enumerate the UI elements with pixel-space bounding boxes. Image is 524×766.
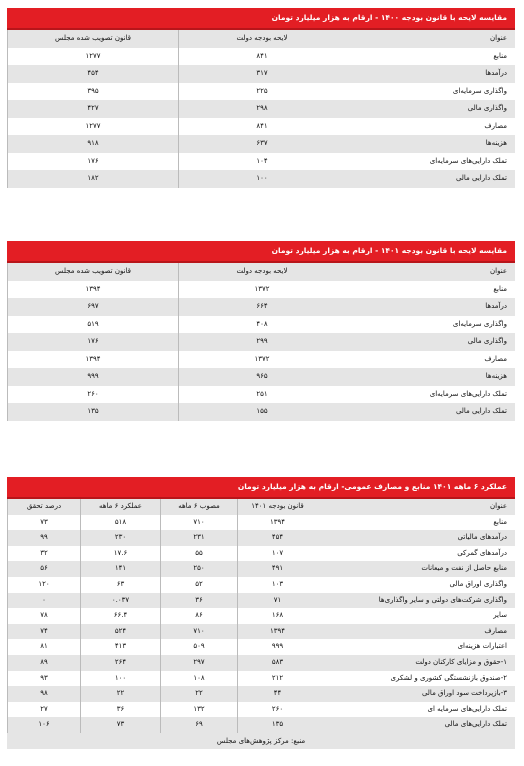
row-label: ۲-صندوق بازنشستگی کشوری و لشکری — [390, 673, 507, 682]
table-row — [7, 593, 515, 609]
cell-value: ۵۸۳ — [237, 655, 317, 671]
cell-value: ۱۰۶ — [7, 717, 80, 733]
cell-value: ۲۳۱ — [160, 530, 237, 546]
row-label: درآمدها — [485, 302, 507, 310]
table-row — [7, 368, 515, 386]
table-row — [7, 702, 515, 718]
row-label: ۱-حقوق و مزایای کارکنان دولت — [415, 657, 507, 666]
cell-value: ۹۹۹ — [7, 368, 178, 386]
cell-value: ۱۸۲ — [7, 170, 178, 188]
row-label: منابع — [493, 51, 507, 60]
cell-value: ۲۵۰ — [160, 561, 237, 577]
row-label: درآمدها — [485, 69, 507, 77]
table-row — [7, 281, 515, 299]
cell-value: ۴۹۱ — [237, 561, 317, 577]
cell-value: ۳۲ — [7, 546, 80, 562]
cell-value: ۶۹۷ — [7, 298, 178, 316]
cell-value: ۱۵۵ — [178, 403, 345, 421]
cell-value: ۴۰۸ — [178, 316, 345, 334]
cell-value: ۵۰۹ — [160, 639, 237, 655]
table-header-row — [7, 499, 515, 515]
row-label: عنوان — [490, 502, 507, 510]
cell-value: ۷۴ — [7, 624, 80, 640]
cell-value: ۶۳۷ — [178, 135, 345, 153]
row-label: اعتبارات هزینه‌ای — [457, 642, 507, 651]
cell-value: ۵۶ — [7, 561, 80, 577]
cell-value: ۱۳۵ — [237, 717, 317, 733]
table-row — [7, 83, 515, 101]
row-label: واگذاری مالی — [467, 104, 507, 112]
table-row — [7, 48, 515, 66]
cell-value: ۱۳۲ — [160, 702, 237, 718]
row-label: واگذاری اوراق مالی — [449, 579, 507, 588]
cell-value: ۱۲۷۷ — [7, 118, 178, 136]
cell-value: ۷۱۰ — [160, 624, 237, 640]
cell-value: ۴۲۷ — [7, 100, 178, 118]
cell-value: ۱۰۸ — [160, 671, 237, 687]
cell-value: ۳۶ — [160, 593, 237, 609]
row-label: ۳-بازپرداخت سود اوراق مالی — [421, 689, 507, 698]
cell-value: قانون تصویب شده مجلس — [7, 30, 178, 48]
cell-value: ۳۶ — [80, 702, 160, 718]
table-row — [7, 577, 515, 593]
row-label: سایر — [493, 611, 507, 620]
table-title: عملکرد ۶ ماهه ۱۴۰۱ منابع و مصارف عمومی- ارقام به هزار میلیارد تومان — [7, 477, 515, 499]
table-row — [7, 170, 515, 188]
cell-value: ۵۵ — [160, 546, 237, 562]
cell-value: مصوب ۶ ماهه — [160, 499, 237, 515]
table-row — [7, 561, 515, 577]
cell-value: ۴۴ — [237, 686, 317, 702]
row-label: واگذاری سرمایه‌ای — [452, 319, 507, 328]
row-label: منابع — [493, 284, 507, 293]
table-row — [7, 153, 515, 171]
table-row — [7, 100, 515, 118]
cell-value: ۶۹ — [160, 717, 237, 733]
table-row — [7, 639, 515, 655]
cell-value: ۱۳۵ — [7, 403, 178, 421]
cell-value: ۱۷۶ — [7, 153, 178, 171]
table-row — [7, 298, 515, 316]
cell-value: لایحه بودجه دولت — [178, 263, 345, 281]
row-label: تملک دارایی‌های سرمایه‌ای — [429, 389, 507, 398]
cell-value: ۱۰۰ — [80, 671, 160, 687]
cell-value: قانون بودجه ۱۴۰۱ — [237, 499, 317, 515]
cell-value: ۲۶۰ — [237, 702, 317, 718]
cell-value: لایحه بودجه دولت — [178, 30, 345, 48]
table-row — [7, 386, 515, 404]
cell-value: عملکرد ۶ ماهه — [80, 499, 160, 515]
row-label: منابع حاصل از نفت و میعانات — [421, 564, 507, 573]
cell-value: ۱۳۷۲ — [178, 281, 345, 299]
cell-value: ۸۹ — [7, 655, 80, 671]
row-label: تملک دارایی‌های مالی — [444, 720, 507, 729]
cell-value: ۵۲۴ — [80, 624, 160, 640]
cell-value: ۷۱۰ — [160, 515, 237, 531]
cell-value: ۸۴۱ — [178, 118, 345, 136]
table-row — [7, 608, 515, 624]
cell-value: ۲۷ — [7, 702, 80, 718]
cell-value: ۱۰۳ — [237, 577, 317, 593]
row-label: درآمدهای مالیاتی — [457, 533, 507, 542]
table-performance-6-months — [7, 477, 515, 749]
table-row — [7, 671, 515, 687]
cell-value: ۱۳۷۲ — [178, 351, 345, 369]
cell-value: ۳۱۷ — [178, 65, 345, 83]
cell-value: ۱۷۶ — [7, 333, 178, 351]
row-label: مصارف — [484, 626, 507, 635]
cell-value: ۱۳۹۴ — [7, 281, 178, 299]
cell-value: ۹۱۸ — [7, 135, 178, 153]
cell-value: ۶۶.۴ — [80, 608, 160, 624]
row-label: مصارف — [484, 354, 507, 363]
cell-value: ۲۱۲ — [237, 671, 317, 687]
table-row — [7, 333, 515, 351]
cell-value: ۸۶ — [160, 608, 237, 624]
cell-value: ۱۲۷۷ — [7, 48, 178, 66]
cell-value: ۰.۰۳۷ — [80, 593, 160, 609]
cell-value: ۱۰۷ — [237, 546, 317, 562]
cell-value: ۰ — [7, 593, 80, 609]
cell-value: ۹۳ — [7, 671, 80, 687]
cell-value: ۱۰۰ — [178, 170, 345, 188]
table-row — [7, 316, 515, 334]
cell-value: ۱۳۹۴ — [7, 351, 178, 369]
table-row — [7, 717, 515, 733]
cell-value: ۴۵۴ — [7, 65, 178, 83]
table-row — [7, 655, 515, 671]
source-note: منبع: مرکز پژوهش‌های مجلس — [7, 733, 515, 749]
cell-value: ۶۶۴ — [178, 298, 345, 316]
cell-value: ۹۸ — [7, 686, 80, 702]
cell-value: ۲۲ — [160, 686, 237, 702]
cell-value: ۵۱۸ — [80, 515, 160, 531]
row-label: هزینه‌ها — [485, 372, 507, 380]
row-label: منابع — [493, 517, 507, 526]
cell-value: ۷۸ — [7, 608, 80, 624]
cell-value: ۲۹۹ — [178, 333, 345, 351]
table-row — [7, 65, 515, 83]
cell-value: ۱۳۹۴ — [237, 624, 317, 640]
cell-value: ۲۳۰ — [80, 530, 160, 546]
row-label: تملک دارایی مالی — [455, 174, 507, 182]
table-row — [7, 546, 515, 562]
table-title: مقایسه لایحه با قانون بودجه ۱۴۰۰ - ارقام به هزار میلیارد تومان — [7, 8, 515, 30]
cell-value: ۷۱ — [237, 593, 317, 609]
cell-value: ۸۱ — [7, 639, 80, 655]
cell-value: ۸۴۱ — [178, 48, 345, 66]
cell-value: ۱۶۸ — [237, 608, 317, 624]
cell-value: ۲۵۱ — [178, 386, 345, 404]
cell-value: درصد تحقق — [7, 499, 80, 515]
cell-value: ۷۳ — [7, 515, 80, 531]
cell-value: ۴۱۳ — [80, 639, 160, 655]
table-row — [7, 515, 515, 531]
table-header-row — [7, 30, 515, 48]
table-header-row — [7, 263, 515, 281]
cell-value: ۴۵۴ — [237, 530, 317, 546]
cell-value: ۷۳ — [80, 717, 160, 733]
table-row — [7, 135, 515, 153]
cell-value: ۱۰۴ — [178, 153, 345, 171]
table-row — [7, 686, 515, 702]
row-label: هزینه‌ها — [485, 139, 507, 147]
table-title: مقایسه لایحه با قانون بودجه ۱۴۰۱ - ارقام به هزار میلیارد تومان — [7, 241, 515, 263]
cell-value: ۲۹۸ — [178, 100, 345, 118]
row-label: درآمدهای گمرکی — [457, 548, 507, 557]
row-label: مصارف — [484, 121, 507, 130]
cell-value: ۲۲ — [80, 686, 160, 702]
cell-value: ۹۹۹ — [237, 639, 317, 655]
row-label: تملک دارایی مالی — [455, 407, 507, 415]
cell-value: ۱۳۹۴ — [237, 515, 317, 531]
table-row — [7, 351, 515, 369]
cell-value: ۵۱۹ — [7, 316, 178, 334]
row-label: تملک دارایی‌های سرمایه ای — [427, 704, 507, 713]
table-row — [7, 624, 515, 640]
cell-value: ۶۳ — [80, 577, 160, 593]
cell-value: ۹۶۵ — [178, 368, 345, 386]
row-label: عنوان — [490, 34, 507, 42]
cell-value: ۱۷.۶ — [80, 546, 160, 562]
table-row — [7, 403, 515, 421]
cell-value: ۲۶۰ — [7, 386, 178, 404]
row-label: واگذاری شرکت‌های دولتی و سایر واگذاری‌ها — [378, 595, 507, 604]
cell-value: ۱۲۰ — [7, 577, 80, 593]
table-row — [7, 118, 515, 136]
table-budget-1400 — [7, 8, 515, 188]
cell-value: ۲۶۴ — [80, 655, 160, 671]
cell-value: قانون تصویب شده مجلس — [7, 263, 178, 281]
table-budget-1401 — [7, 241, 515, 421]
cell-value: ۳۹۵ — [7, 83, 178, 101]
cell-value: ۹۹ — [7, 530, 80, 546]
row-label: عنوان — [490, 267, 507, 275]
row-label: واگذاری مالی — [467, 337, 507, 345]
cell-value: ۱۴۱ — [80, 561, 160, 577]
row-label: واگذاری سرمایه‌ای — [452, 86, 507, 95]
row-label: تملک دارایی‌های سرمایه‌ای — [429, 156, 507, 165]
cell-value: ۲۹۷ — [160, 655, 237, 671]
table-row — [7, 530, 515, 546]
cell-value: ۲۲۵ — [178, 83, 345, 101]
cell-value: ۵۲ — [160, 577, 237, 593]
